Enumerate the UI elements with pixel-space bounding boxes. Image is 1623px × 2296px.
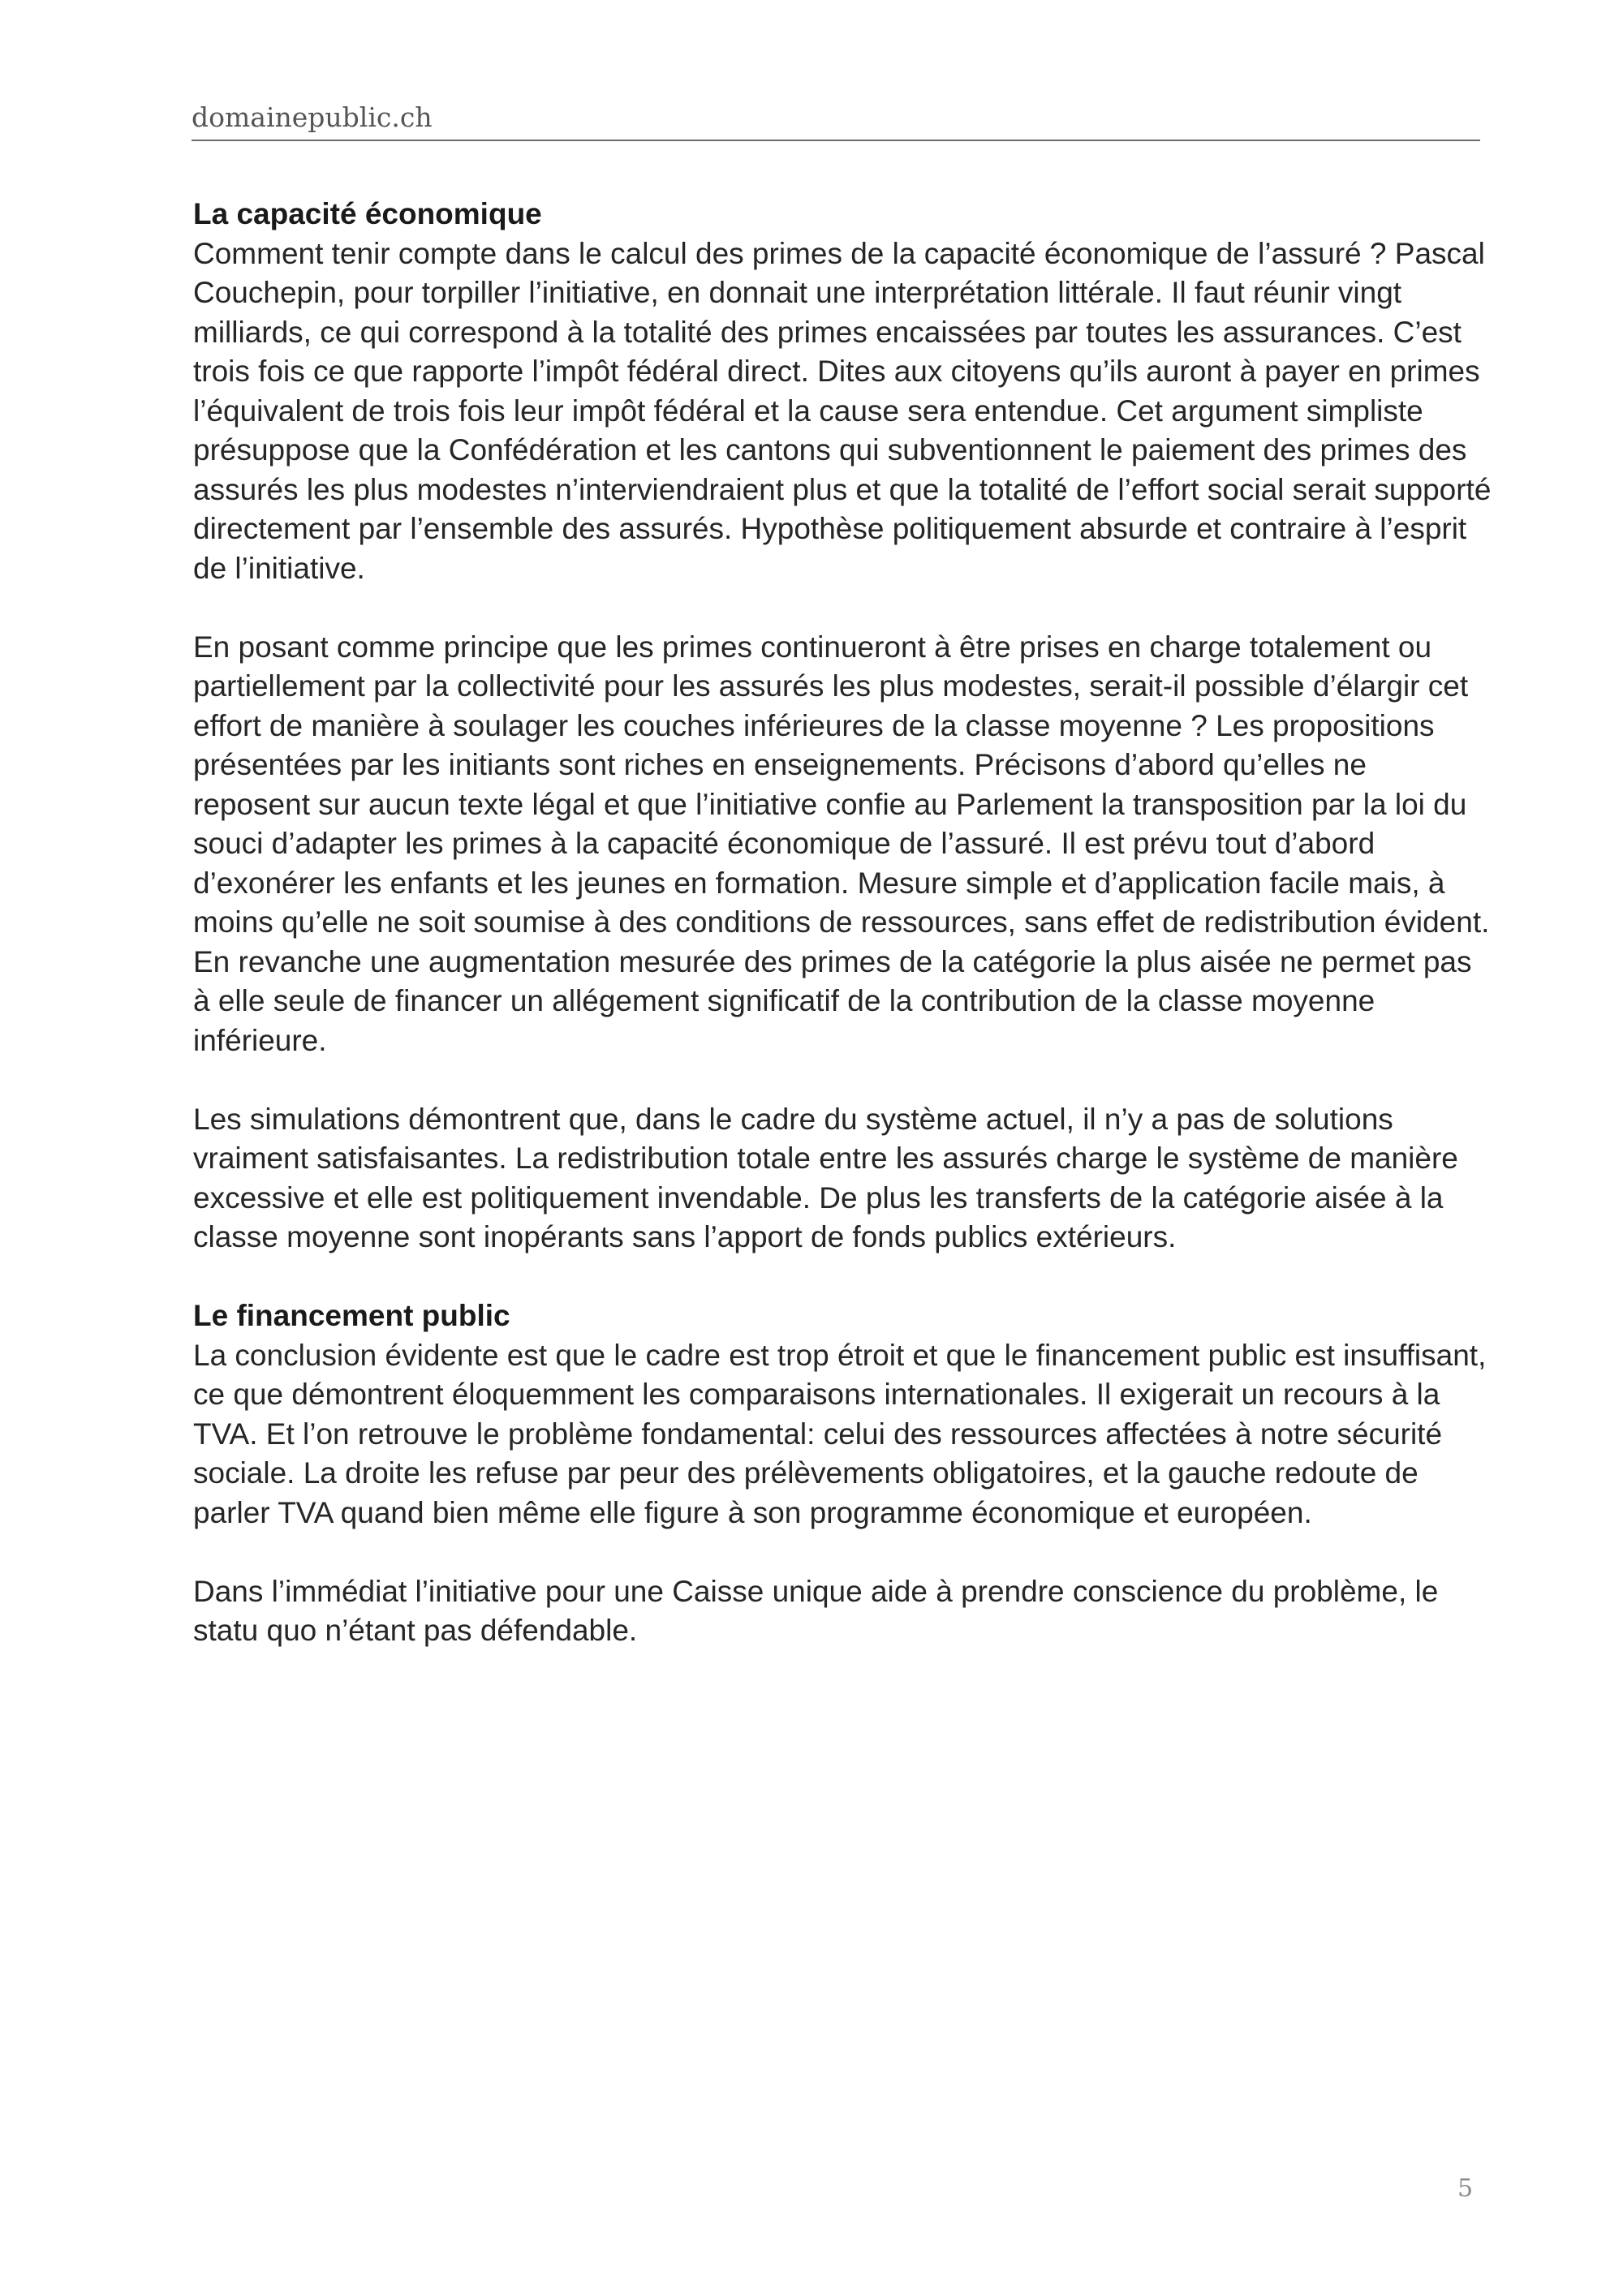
paragraph: Dans l’immédiat l’initiative pour une Caisse unique aide à prendre conscience du problème, le statu quo n’étant pas défendable.: [193, 1574, 1439, 1647]
page-number: 5: [1457, 2174, 1474, 2203]
article-body: [193, 195, 1492, 1690]
site-name: domainepublic.ch: [192, 101, 433, 133]
page-header: [192, 96, 1480, 141]
paragraph: Les simulations démontrent que, dans le cadre du système actuel, il n’y a pas de solutions vraiment satisfaisantes. La redistribution totale entre les assurés charge le système de manière excessive et elle est politiquement invendable. De plus les transferts de la catégorie aisée à la classe moyenne sont inopérants sans l’apport de fonds publics extérieurs.: [193, 1102, 1458, 1253]
paragraph: En posant comme principe que les primes continueront à être prises en charge totalement ou partiellement par la collectivité pour les assurés les plus modestes, serait-il possible d’élargir cet effort de manière à soulager les couches inférieures de la classe moyenne ? Les propositions présentées par les initiants sont riches en enseignements. Précisons d’abord qu’elles ne reposent sur aucun texte légal et que l’initiative confie au Parlement la transposition par la loi du souci d’adapter les primes à la capacité économique de l’assuré. Il est prévu tout d’abord d’exonérer les enfants et les jeunes en formation. Mesure simple et d’application facile mais, à moins qu’elle ne soit soumise à des conditions de ressources, sans effet de redistribution évident. En revanche une augmentation mesurée des primes de la catégorie la plus aisée ne permet pas à elle seule de financer un allégement significatif de la contribution de la classe moyenne inférieure.: [193, 630, 1490, 1057]
paragraph: La conclusion évidente est que le cadre est trop étroit et que le financement public est insuffisant, ce que démontrent éloquemment les comparaisons internationales. Il exigerait un recours à la TVA. Et l’on retrouve le problème fondamental: celui des ressources affectées à notre sécurité sociale. La droite les refuse par peur des prélèvements obligatoires, et la gauche redoute de parler TVA quand bien même elle figure à son programme économique et européen.: [193, 1338, 1487, 1529]
paragraph: Comment tenir compte dans le calcul des primes de la capacité économique de l’assuré ? Pascal Couchepin, pour torpiller l’initiative, en donnait une interprétation littérale. Il faut réunir vingt milliards, ce qui correspond à la totalité des primes encaissées par toutes les assurances. C’est trois fois ce que rapporte l’impôt fédéral direct. Dites aux citoyens qu’ils auront à payer en primes l’équivalent de trois fois leur impôt fédéral et la cause sera entendue. Cet argument simpliste présuppose que la Confédération et les cantons qui subventionnent le paiement des primes des assurés les plus modestes n’interviendraient plus et que la totalité de l’effort social serait supporté directement par l’ensemble des assurés. Hypothèse politiquement absurde et contraire à l’esprit de l’initiative.: [193, 236, 1492, 585]
section-heading-financement: Le financement public: [193, 1299, 510, 1332]
section-heading-capacite: La capacité économique: [193, 197, 542, 230]
